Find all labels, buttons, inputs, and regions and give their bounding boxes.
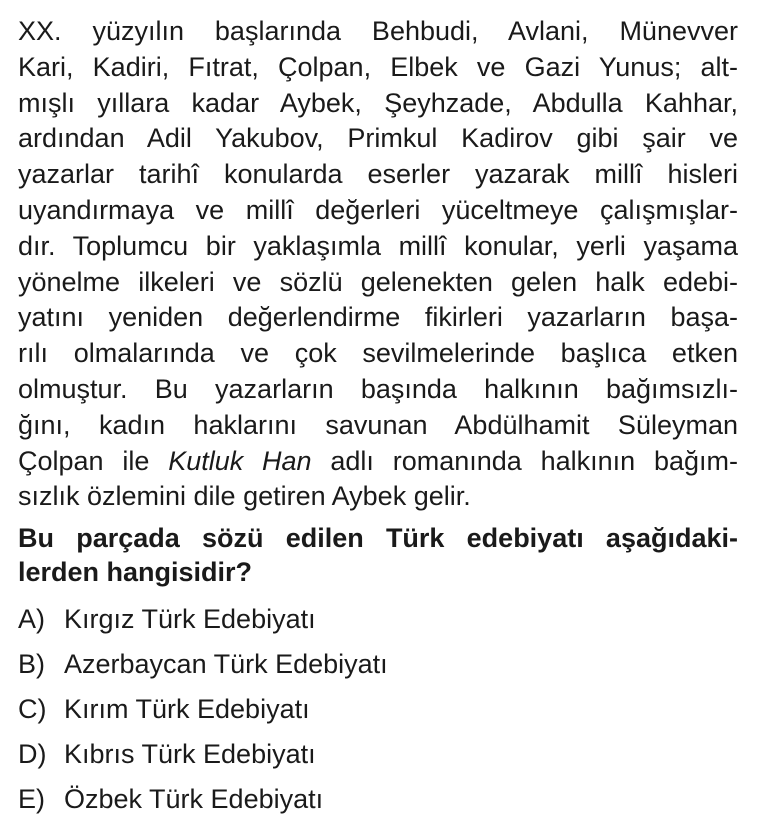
passage-line: [18, 444, 738, 480]
passage-line: yazarlar tarihî konularda eserler yazarak millî hisleri: [18, 159, 738, 190]
question-line: Bu parçada sözü edilen Türk edebiyatı aşağıdaki-: [18, 523, 738, 554]
option-e[interactable]: [18, 777, 738, 822]
passage-line: dır. Toplumcu bir yaklaşımla millî konular, yerli yaşama: [18, 230, 738, 261]
option-b[interactable]: [18, 642, 738, 687]
passage-line: rılı olmalarında ve çok sevilmelerinde başlıca etken: [18, 338, 738, 369]
option-text: Azerbaycan Türk Edebiyatı: [64, 649, 388, 680]
option-text: Özbek Türk Edebiyatı: [64, 784, 324, 815]
passage-line: XX. yüzyılın başlarında Behbudi, Avlani, Münevver: [18, 16, 738, 46]
passage-text: adlı romanında halkının bağım-: [311, 445, 739, 476]
passage-text: Çolpan ile: [18, 445, 169, 476]
answer-options: [18, 597, 738, 822]
option-text: Kırım Türk Edebiyatı: [64, 694, 310, 725]
option-text: Kırgız Türk Edebiyatı: [64, 604, 316, 635]
option-d[interactable]: [18, 732, 738, 777]
option-a[interactable]: [18, 597, 738, 642]
option-letter: A): [18, 604, 45, 635]
question-line: lerden hangisidir?: [18, 557, 253, 588]
reading-passage: [18, 14, 738, 515]
option-letter: B): [18, 649, 45, 680]
option-letter: E): [18, 784, 45, 815]
passage-line: yönelme ilkeleri ve sözlü gelenekten gelen halk edebi-: [18, 266, 738, 297]
option-letter: D): [18, 739, 47, 770]
passage-line: uyandırmaya ve millî değerleri yüceltmeye çalışmışlar-: [18, 194, 738, 225]
novel-title: Kutluk Han: [168, 445, 312, 476]
question-stem: [18, 521, 738, 589]
option-letter: C): [18, 694, 47, 725]
passage-line: ardından Adil Yakubov, Primkul Kadirov gibi şair ve: [18, 123, 738, 154]
option-c[interactable]: [18, 687, 738, 732]
passage-line: sızlık özlemini dile getiren Aybek gelir.: [18, 481, 471, 512]
passage-line: ğını, kadın haklarını savunan Abdülhamit Süleyman: [18, 409, 738, 440]
passage-line: mışlı yıllara kadar Aybek, Şeyhzade, Abdulla Kahhar,: [18, 87, 738, 118]
passage-line: olmuştur. Bu yazarların başında halkının bağımsızlı-: [18, 373, 738, 404]
option-text: Kıbrıs Türk Edebiyatı: [64, 739, 316, 770]
passage-line: Kari, Kadiri, Fıtrat, Çolpan, Elbek ve Gazi Yunus; alt-: [18, 51, 738, 82]
passage-line: yatını yeniden değerlendirme fikirleri yazarların başa-: [18, 302, 738, 333]
